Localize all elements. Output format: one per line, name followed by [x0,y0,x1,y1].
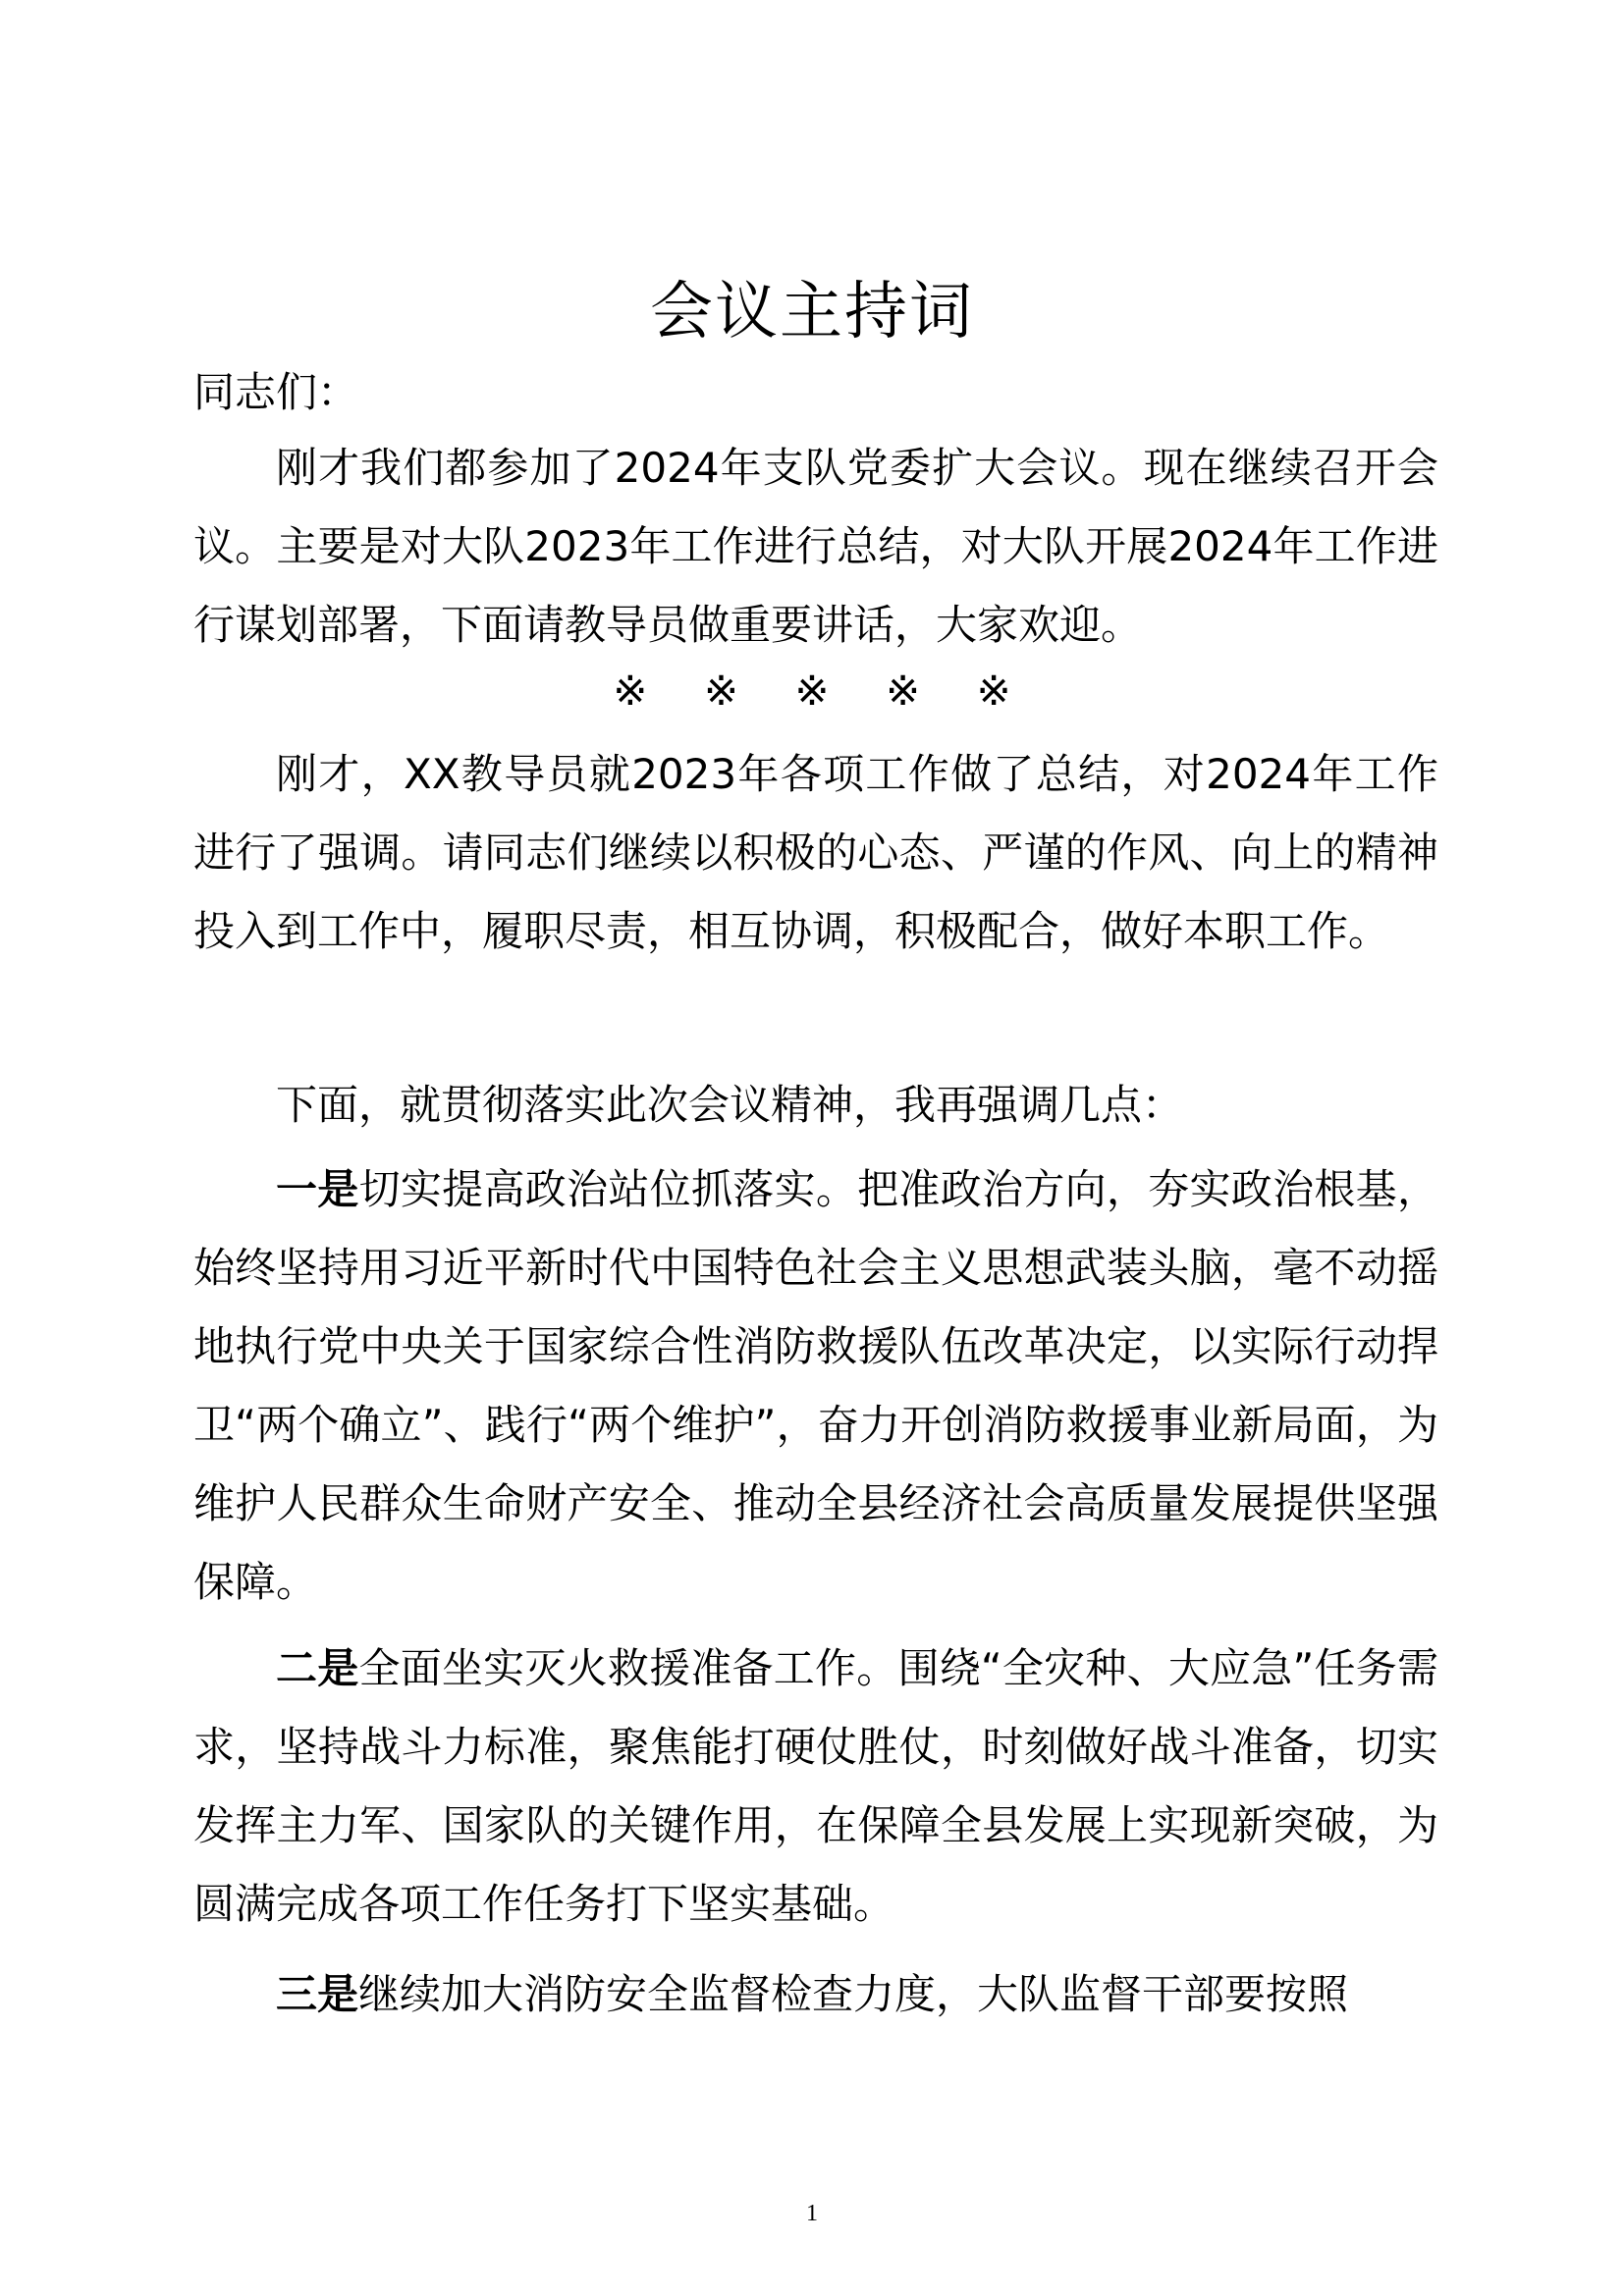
paragraph-point-one [193,1150,1438,1622]
point-lead: 二是 [276,1644,359,1692]
salutation: 同志们： [193,368,359,416]
paragraph-opening [193,429,1438,665]
point-lead: 一是 [276,1165,359,1213]
paragraph-point-three [193,1955,1438,2034]
paragraph-point-two [193,1629,1438,1944]
separator-mark: ※ [976,667,1011,715]
section-separator [0,657,1624,725]
paragraph-summary [193,735,1438,971]
separator-mark: ※ [885,667,921,715]
paragraph-text: 刚才我们都参加了2024年支队党委扩大会议。现在继续召开会议。主要是对大队2023年工作进行总结，对大队开展2024年工作进行谋划部署，下面请教导员做重要讲话，大家欢迎。 [193,444,1438,649]
paragraph-text: 继续加大消防安全监督检查力度，大队监督干部要按照 [358,1970,1349,2018]
paragraph-text: 全面坐实灭火救援准备工作。围绕“全灾种、大应急”任务需求，坚持战斗力标准，聚焦能打硬仗胜仗，时刻做好战斗准备，切实发挥主力军、国家队的关键作用，在保障全县发展上实现新突破，为圆满完成各项工作任务打下坚实基础。 [193,1644,1438,1928]
paragraph-text: 刚才，XX教导员就2023年各项工作做了总结，对2024年工作进行了强调。请同志们继续以积极的心态、严谨的作风、向上的精神投入到工作中，履职尽责，相互协调，积极配合，做好本职工作。 [193,750,1438,955]
paragraph-text: 下面，就贯彻落实此次会议精神，我再强调几点： [276,1081,1184,1129]
separator-mark: ※ [613,667,648,715]
separator-mark: ※ [703,667,739,715]
separator-mark: ※ [794,667,830,715]
page-number: 1 [806,2201,818,2226]
paragraph-text: 切实提高政治站位抓落实。把准政治方向，夯实政治根基，始终坚持用习近平新时代中国特色社会主义思想武装头脑，毫不动摇地执行党中央关于国家综合性消防救援队伍改革决定，以实际行动捍卫“两个确立”、践行“两个维护”，奋力开创消防救援事业新局面，为维护人民群众生命财产安全、推动全县经济社会高质量发展提供坚强保障。 [193,1165,1438,1606]
document-title: 会议主持词 [650,276,974,348]
point-lead: 三是 [276,1970,359,2018]
paragraph-intro-points [193,1066,1438,1145]
